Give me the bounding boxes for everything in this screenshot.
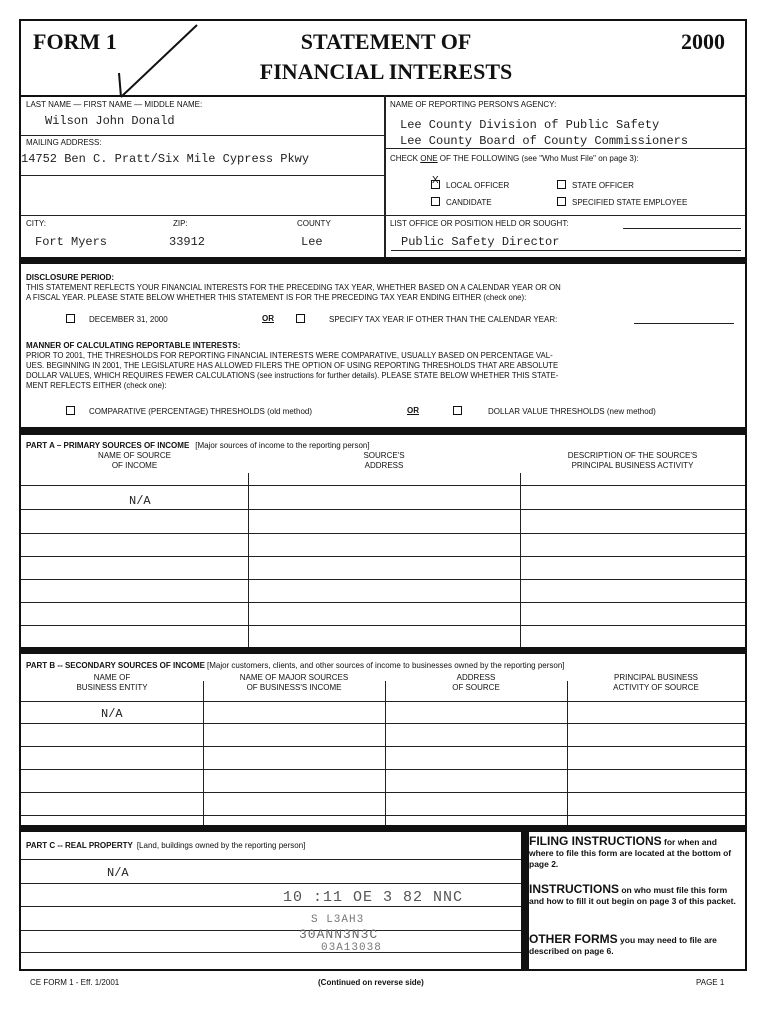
- part-b-col4-header-l2: ACTIVITY OF SOURCE: [613, 683, 699, 692]
- title-line1: STATEMENT OF: [300, 29, 472, 54]
- part-b-col4-header-l1: PRINCIPAL BUSINESS: [613, 673, 699, 682]
- manner-text3: DOLLAR VALUES, WHICH REQUIRES FEWER CALCULATIONS (see instructions for further details). PLEASE STATE BELOW WHETHER THIS STATE-: [26, 371, 559, 380]
- other-tax-year-label: SPECIFY TAX YEAR IF OTHER THAN THE CALENDAR YEAR:: [329, 315, 558, 324]
- city-field[interactable]: Fort Myers: [35, 235, 108, 249]
- local-officer-check-mark: X: [432, 175, 439, 186]
- mailing-address-field[interactable]: 14752 Ben C. Pratt/Six Mile Cypress Pkwy: [21, 152, 310, 166]
- part-a-col2-header-l2: ADDRESS: [364, 461, 404, 470]
- option-state-officer[interactable]: [557, 180, 634, 191]
- part-b-col2-header-l2: OF BUSINESS'S INCOME: [246, 683, 342, 692]
- part-b-col1-header-l2: BUSINESS ENTITY: [76, 683, 148, 692]
- table-row-line: [21, 930, 521, 931]
- part-c-header: [26, 841, 305, 851]
- part-a-header: [26, 441, 370, 451]
- table-row-line: [21, 625, 745, 626]
- part-a-col3-header-l1: DESCRIPTION OF THE SOURCE'S: [567, 451, 698, 460]
- part-a-col1-header-l1: NAME OF SOURCE: [98, 451, 171, 460]
- table-row-line: [21, 723, 745, 724]
- instructions-heading: INSTRUCTIONS: [529, 882, 619, 896]
- part-a-heading: PART A – PRIMARY SOURCES OF INCOME: [26, 441, 190, 450]
- agency-line2[interactable]: Lee County Board of County Commissioners: [400, 134, 689, 148]
- option-specified-state-employee[interactable]: [557, 197, 687, 208]
- or-separator: OR: [262, 314, 274, 323]
- part-b-col2-header-l1: NAME OF MAJOR SOURCES: [239, 673, 349, 682]
- option-other-tax-year[interactable]: [296, 314, 557, 325]
- part-b-col3-header-l2: OF SOURCE: [452, 683, 500, 692]
- part-b-col1-header-l1: NAME OF: [93, 673, 131, 682]
- other-forms-heading: OTHER FORMS: [529, 932, 618, 946]
- local-officer-checkbox[interactable]: [431, 175, 440, 189]
- office-blank-line: [623, 228, 741, 229]
- filing-instructions-note: [529, 836, 741, 870]
- december-31-label: DECEMBER 31, 2000: [89, 315, 168, 324]
- comparative-label: COMPARATIVE (PERCENTAGE) THRESHOLDS (old method): [89, 407, 313, 416]
- office-label: LIST OFFICE OR POSITION HELD OR SOUGHT:: [390, 219, 569, 228]
- instructions-note: [529, 884, 741, 907]
- disclosure-text2: A FISCAL YEAR. PLEASE STATE BELOW WHETHER THIS STATEMENT IS FOR THE PRECEDING TAX YEAR ENDING EITHER (check one):: [26, 293, 527, 302]
- column-line: [248, 473, 249, 647]
- option-dollar-value[interactable]: [453, 406, 656, 417]
- column-line: [385, 681, 386, 825]
- candidate-label: CANDIDATE: [446, 198, 492, 207]
- specified-employee-label: SPECIFIED STATE EMPLOYEE: [572, 198, 688, 207]
- divider: [384, 215, 745, 216]
- table-row-line: [21, 906, 521, 907]
- section-divider-bar: [21, 647, 745, 654]
- table-row-line: [21, 556, 745, 557]
- local-officer-label: LOCAL OFFICER: [446, 181, 510, 190]
- table-row-line: [21, 533, 745, 534]
- section-divider-bar: [21, 257, 745, 264]
- part-b-heading: PART B -- SECONDARY SOURCES OF INCOME: [26, 661, 205, 670]
- check-prefix: CHECK: [390, 154, 421, 163]
- form-year: 2000: [681, 29, 725, 54]
- part-b-first-entry[interactable]: N/A: [101, 707, 123, 721]
- candidate-checkbox[interactable]: [431, 197, 440, 206]
- column-line: [203, 681, 204, 825]
- received-stamp-line3: 30ANN3N3C: [299, 927, 379, 942]
- column-line: [520, 473, 521, 647]
- title-line2: FINANCIAL INTERESTS: [259, 59, 513, 84]
- divider: [384, 95, 386, 257]
- footer-continued: (Continued on reverse side): [318, 978, 424, 987]
- column-line: [567, 681, 568, 825]
- received-stamp-line2: S L3AH3: [311, 914, 365, 926]
- table-row-line: [21, 509, 745, 510]
- other-forms-text: you may need to file are described on page 6.: [529, 935, 717, 956]
- part-b-header: [26, 661, 565, 671]
- part-a-note: [Major sources of income to the reporting person]: [195, 441, 370, 450]
- name-field[interactable]: Wilson John Donald: [45, 114, 175, 128]
- december-31-checkbox[interactable]: [66, 314, 75, 323]
- filing-instructions-heading: FILING INSTRUCTIONS: [529, 834, 662, 848]
- divider: [21, 215, 384, 216]
- option-comparative[interactable]: [66, 406, 312, 417]
- filing-instructions-text: for when and where to file this form are located at the bottom of page 2.: [529, 837, 732, 869]
- check-one-instruction: [390, 154, 639, 164]
- footer-page-number: PAGE 1: [696, 978, 725, 987]
- option-candidate[interactable]: [431, 197, 492, 208]
- table-row-line: [21, 579, 745, 580]
- office-underline: [391, 250, 741, 251]
- option-local-officer[interactable]: [431, 175, 510, 191]
- check-one-emphasis: ONE: [420, 154, 438, 163]
- check-suffix: OF THE FOLLOWING (see "Who Must File" on page 3):: [437, 154, 639, 163]
- comparative-checkbox[interactable]: [66, 406, 75, 415]
- state-officer-label: STATE OFFICER: [572, 181, 634, 190]
- manner-heading: MANNER OF CALCULATING REPORTABLE INTERESTS:: [26, 341, 241, 350]
- other-forms-note: [529, 934, 741, 957]
- table-row-line: [21, 859, 521, 860]
- part-a-col1-header-l2: OF INCOME: [111, 461, 158, 470]
- state-officer-checkbox[interactable]: [557, 180, 566, 189]
- part-a-first-entry[interactable]: N/A: [129, 494, 151, 508]
- county-field[interactable]: Lee: [301, 235, 323, 249]
- divider: [21, 95, 745, 97]
- specified-employee-checkbox[interactable]: [557, 197, 566, 206]
- or-separator: OR: [407, 406, 419, 415]
- other-year-blank-line: [634, 323, 734, 324]
- county-label: COUNTY: [297, 219, 331, 228]
- manner-text4: MENT REFLECTS EITHER (check one):: [26, 381, 167, 390]
- handwritten-slash-mark: [113, 23, 203, 103]
- name-label: LAST NAME — FIRST NAME — MIDDLE NAME:: [26, 100, 203, 109]
- mailing-label: MAILING ADDRESS:: [26, 138, 102, 147]
- section-divider-bar: [21, 825, 745, 832]
- disclosure-text1: THIS STATEMENT REFLECTS YOUR FINANCIAL INTERESTS FOR THE PRECEDING TAX YEAR, WHETHER BASED ON A CALENDAR YEAR OR ON: [26, 283, 561, 292]
- received-stamp-line1: 10 :11 OE 3 82 NNC: [283, 889, 464, 906]
- dollar-value-checkbox[interactable]: [453, 406, 462, 415]
- part-b-col3-header-l1: ADDRESS: [456, 673, 496, 682]
- office-field[interactable]: Public Safety Director: [401, 235, 560, 249]
- received-stamp-line4: 03A13038: [321, 942, 382, 954]
- zip-field[interactable]: 33912: [169, 235, 206, 249]
- table-row-line: [21, 815, 745, 816]
- manner-text1: PRIOR TO 2001, THE THRESHOLDS FOR REPORTING FINANCIAL INTERESTS WERE COMPARATIVE, USUALLY BASED ON PERCENTAGE VAL-: [26, 351, 553, 360]
- table-row-line: [21, 602, 745, 603]
- zip-label: ZIP:: [173, 219, 188, 228]
- table-row-line: [21, 769, 745, 770]
- instructions-text: on who must file this form and how to fill it out begin on page 3 of this packet.: [529, 885, 736, 906]
- section-divider-bar: [21, 427, 745, 435]
- dollar-value-label: DOLLAR VALUE THRESHOLDS (new method): [488, 407, 656, 416]
- part-c-first-entry[interactable]: N/A: [107, 866, 129, 880]
- part-c-note: [Land, buildings owned by the reporting person]: [136, 841, 306, 850]
- disclosure-heading: DISCLOSURE PERIOD:: [26, 273, 115, 282]
- table-row-line: [21, 792, 745, 793]
- table-row-line: [21, 746, 745, 747]
- city-label: CITY:: [26, 219, 47, 228]
- divider: [384, 148, 745, 149]
- other-tax-year-checkbox[interactable]: [296, 314, 305, 323]
- part-a-col2-header-l1: SOURCE'S: [363, 451, 405, 460]
- option-december-31[interactable]: [66, 314, 168, 325]
- manner-text2: UES. BEGINNING IN 2001, THE LEGISLATURE HAS ALLOWED FILERS THE OPTION OF USING REPORTING THRESHOLDS THAT ARE ABSOLUTE: [26, 361, 559, 370]
- agency-label: NAME OF REPORTING PERSON'S AGENCY:: [390, 100, 557, 109]
- table-row-line: [21, 952, 521, 953]
- financial-disclosure-form: [19, 19, 747, 971]
- table-row-line: [21, 883, 521, 884]
- part-a-col3-header-l2: PRINCIPAL BUSINESS ACTIVITY: [571, 461, 694, 470]
- agency-line1[interactable]: Lee County Division of Public Safety: [400, 118, 660, 132]
- divider: [21, 135, 384, 136]
- divider: [21, 175, 384, 176]
- footer-form-code: CE FORM 1 - Eff. 1/2001: [30, 978, 120, 987]
- table-row-line: [21, 485, 745, 486]
- part-c-heading: PART C -- REAL PROPERTY: [26, 841, 133, 850]
- instructions-panel-border: [521, 832, 529, 971]
- form-id: FORM 1: [33, 29, 117, 54]
- table-row-line: [21, 701, 745, 702]
- part-b-note: [Major customers, clients, and other sources of income to businesses owned by the reporting person]: [206, 661, 565, 670]
